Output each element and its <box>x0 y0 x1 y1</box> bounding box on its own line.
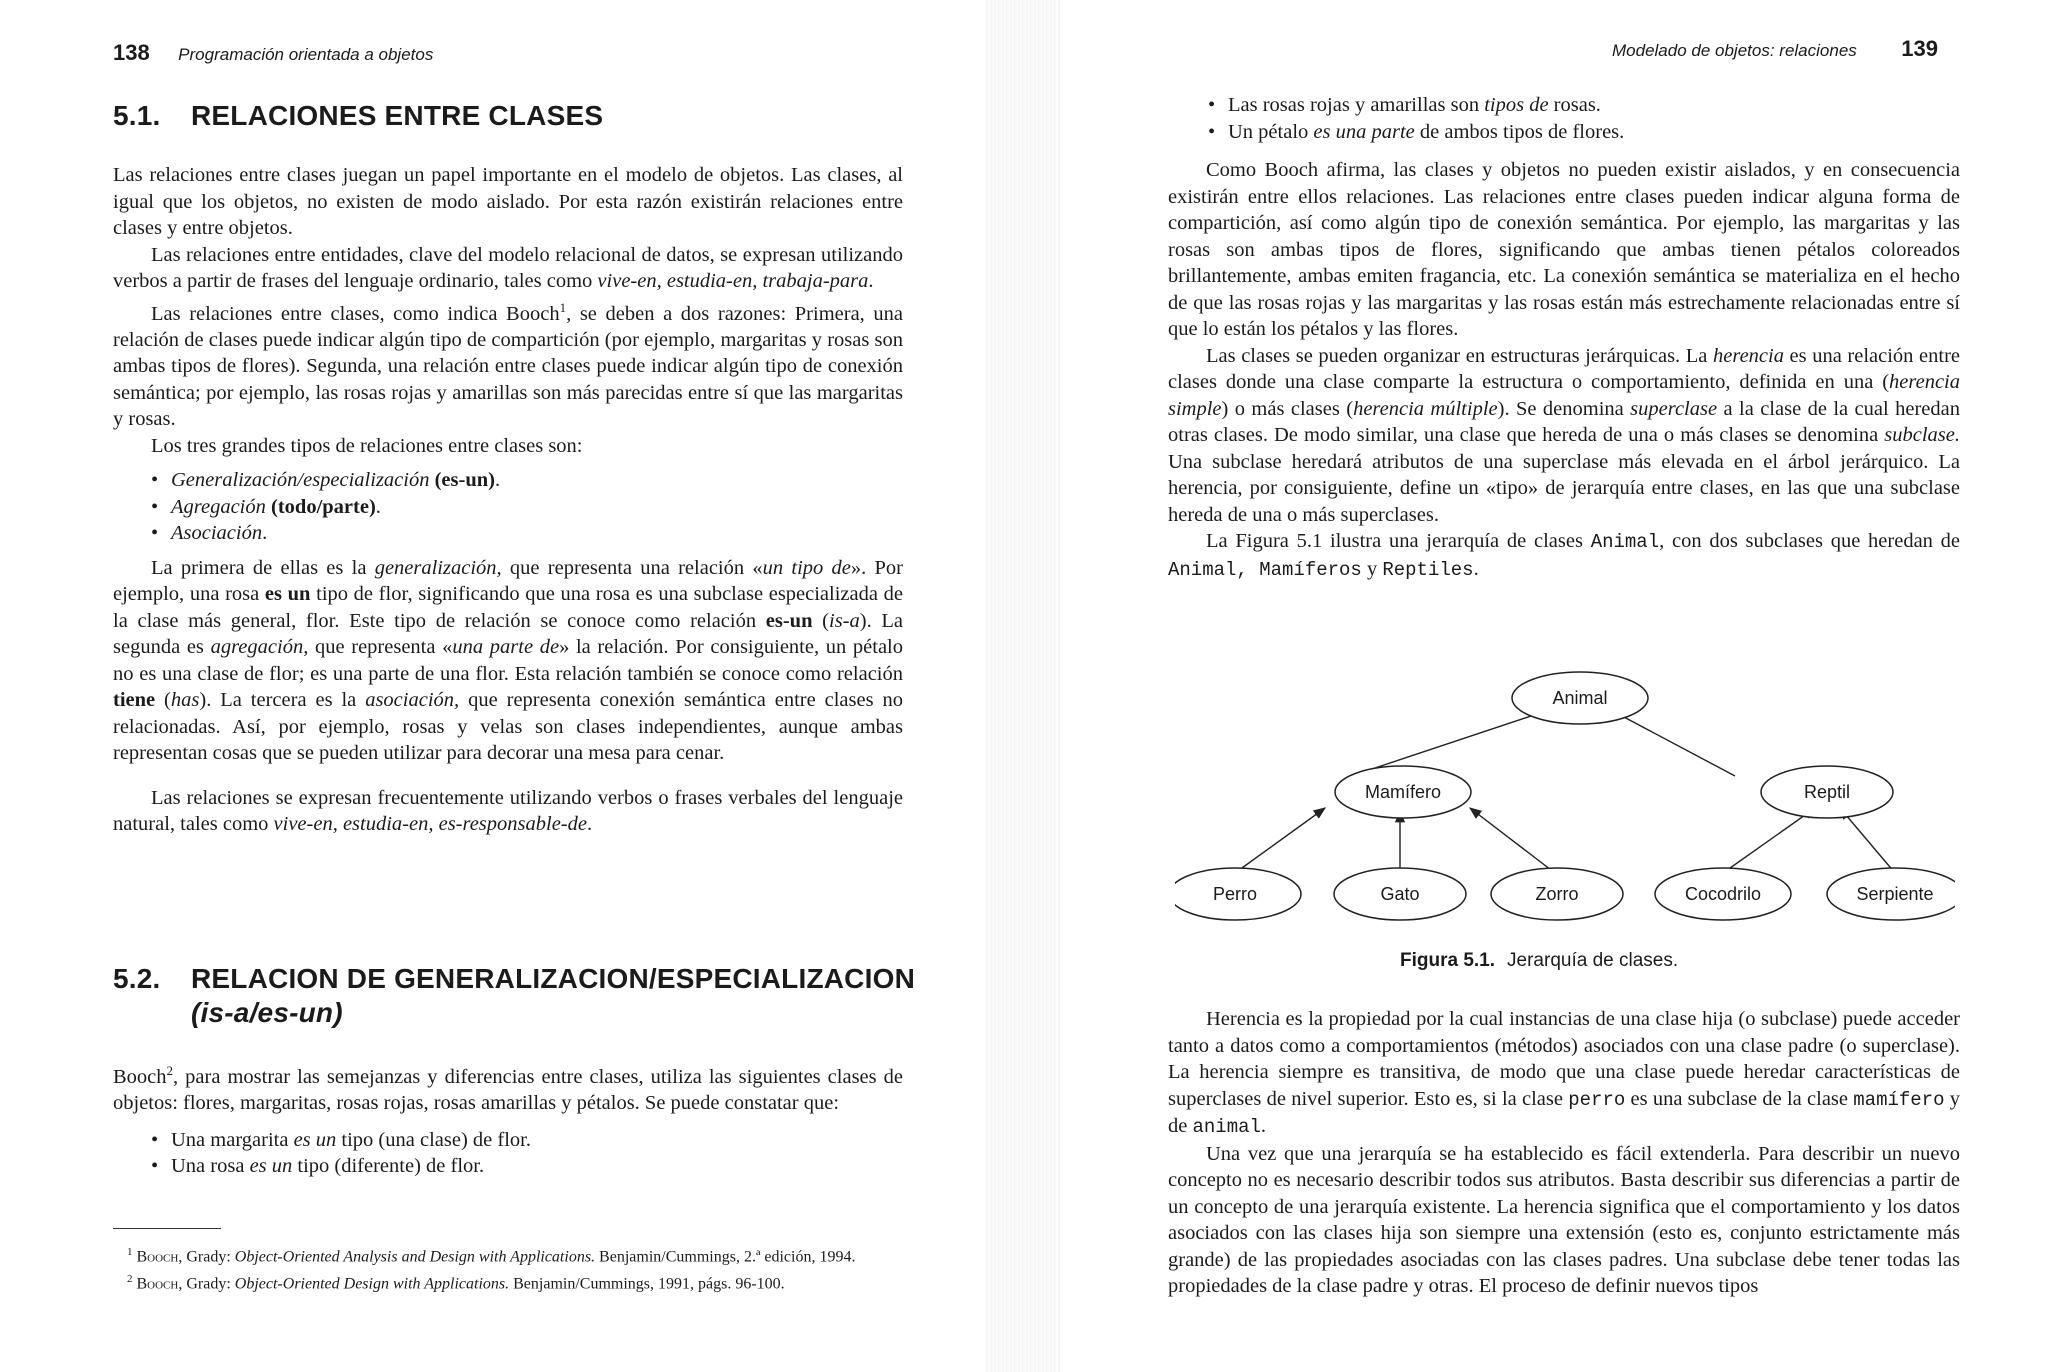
class-hierarchy-diagram <box>1175 668 1955 938</box>
section-title: RELACION DE GENERALIZACION/ESPECIALIZACION <box>191 963 915 994</box>
right-page-body-top <box>1168 92 1960 583</box>
footnote: $^2$ Booch, Grady: Object-Oriented Design with Applications. Benjamin/Cummings, 1991, págs. 96-100. <box>127 1273 785 1293</box>
paragraph: Las relaciones entre clases juegan un papel importante en el modelo de objetos. Las clases, al igual que los objetos, no existen de modo aislado. Por esta razón existirán relaciones entre clases y entre objetos. <box>113 164 903 239</box>
node-label-perro: Perro <box>1212 884 1258 904</box>
node-label-cocodrilo: Cocodrilo <box>1684 884 1762 904</box>
node-label-mamifero: Mamífero <box>1364 782 1442 802</box>
bullet-list <box>1168 92 1960 145</box>
paragraph: Una vez que una jerarquía se ha establecido es fácil extenderla. Para describir un nuevo concepto no es necesario describir todos sus atributos. Basta describir sus diferencias a partir de un concepto de una jerarquía existente. La herencia significa que el comportamiento y los datos asociados con las clases hija son siempre una extensión (esto es, conjunto estrictamente más grande) de las propiedades asociadas con las clases padres. Una subclase debe tener todas las propiedades de la clase padre y otras. El proceso de definir nuevos tipos <box>1168 1142 1960 1297</box>
left-running-title: Programación orientada a objetos <box>178 45 434 64</box>
right-running-title: Modelado de objetos: relaciones <box>1612 41 1857 60</box>
paragraph: La primera de ellas es la generalización, que representa una relación «un tipo de». Por ejemplo, una rosa es un tipo de flor, significando que una rosa es una subclase especializada de la clase más general, flor. Este tipo de relación se conoce como relación es-un (is-a). La segunda es agregación, que representa «una parte de» la relación. Por consiguiente, un pétalo no es una clase de flor; es una parte de una flor. Esta relación también se conoce como relación tiene (has). La tercera es la asociación, que representa conexión semántica entre clases no relacionadas. Así, por ejemplo, rosas y velas son clases independientes, aunque ambas representan cosas que se pueden utilizar para decorar una mesa para cenar. <box>113 556 903 765</box>
left-page <box>0 0 1010 1372</box>
list-item: • Una rosa es un tipo (diferente) de flor. <box>151 1153 903 1180</box>
section-number: 5.2. <box>113 963 161 994</box>
paragraph: Las relaciones entre entidades, clave del modelo relacional de datos, se expresan utilizando verbos a partir de frases del lenguaje ordinario, tales como vive-en, estudia-en, trabaja-para. <box>113 243 903 292</box>
paragraph: La Figura 5.1 ilustra una jerarquía de clases Animal, con dos subclases que heredan de Animal, Mamíferos y Reptiles. <box>1168 530 1961 581</box>
edge-serpiente-reptil <box>1840 808 1895 873</box>
section-5-1-body <box>113 162 903 838</box>
figure-caption-text: Jerarquía de clases. <box>1507 950 1679 971</box>
section-title: RELACIONES ENTRE CLASES <box>191 100 604 131</box>
node-label-gato: Gato <box>1380 884 1420 904</box>
paragraph: Las relaciones se expresan frecuentemente utilizando verbos o frases verbales del lenguaje natural, tales como vive-en, estudia-en, es-responsable-de. <box>113 786 903 836</box>
section-subtitle: (is-a/es-un) <box>191 997 343 1028</box>
list-item: • Agregación (todo/parte). <box>151 494 903 521</box>
edge-perro-mamifero <box>1235 808 1325 873</box>
edge-mamifero-animal <box>1351 708 1555 776</box>
left-running-header <box>113 40 433 66</box>
edge-reptil-animal <box>1607 708 1735 776</box>
section-5-2-heading <box>113 962 915 1030</box>
list-item: • Generalización/especialización (es-un). <box>151 467 903 494</box>
list-item: • Las rosas rojas y amarillas son tipos de rosas. <box>1208 92 1960 119</box>
relation-types-list <box>113 467 903 547</box>
bullet-list <box>113 1127 903 1180</box>
right-running-header <box>1612 36 1938 62</box>
node-label-zorro: Zorro <box>1535 884 1579 904</box>
right-page-number: 139 <box>1901 36 1938 61</box>
footnotes <box>113 1242 903 1297</box>
paragraph: Herencia es la propiedad por la cual instancias de una clase hija (o subclase) puede acceder tanto a datos como a comportamientos (métodos) asociados con una clase padre (o superclase). La herencia siempre es transitiva, de modo que una clase puede heredar características de superclases de nivel superior. Esto es, si la clase perro es una subclase de la clase mamífero y de animal. <box>1168 1008 1960 1138</box>
paragraph: Como Booch afirma, las clases y objetos no pueden existir aislados, y en consecuencia existirán entre ellos relaciones. Las relaciones entre clases pueden indicar alguna forma de compartición, así como algún tipo de conexión semántica. Por ejemplo, las margaritas y las rosas son ambas tipos de flores, significando que ambas tienen pétalos coloreados brillantemente, ambas emiten fragancia, etc. La conexión semántica se materializa en el hecho de que las rosas rojas y las margaritas y las rosas están más estrechamente relacionadas entre sí que lo están los pétalos y las flores. <box>1168 159 1960 340</box>
paragraph: Booch$^2$, para mostrar las semejanzas y diferencias entre clases, utiliza las siguientes clases de objetos: flores, margaritas, rosas rojas, rosas amarillas y pétalos. Se puede constatar que: <box>113 1063 903 1115</box>
list-item: • Una margarita es un tipo (una clase) de flor. <box>151 1127 903 1154</box>
figure-caption <box>1400 950 1678 972</box>
edge-zorro-mamifero <box>1470 808 1555 873</box>
list-item: • Asociación. <box>151 520 903 547</box>
paragraph: Las clases se pueden organizar en estructuras jerárquicas. La herencia es una relación entre clases donde una clase comparte la estructura o comportamiento, definida en una (herencia simple) o más clases (herencia múltiple). Se denomina superclase a la clase de la cual heredan otras clases. De modo similar, una clase que hereda de una o más clases se denomina subclase. Una subclase heredará atributos de una superclase más elevada en el árbol jerárquico. La herencia, por consiguiente, define un «tipo» de jerarquía entre clases, en las que una subclase hereda de una o más superclases. <box>1168 344 1960 526</box>
paragraph: Las relaciones entre clases, como indica Booch$^1$, se deben a dos razones: Primera, una relación de clases puede indicar algún tipo de compartición (por ejemplo, margaritas y rosas son ambas tipos de flores). Segunda, una relación entre clases puede indicar algún tipo de conexión semántica; por ejemplo, las rosas rojas y amarillas son más parecidas entre sí que las margaritas y rosas. <box>113 299 904 431</box>
node-label-serpiente: Serpiente <box>1856 884 1934 904</box>
edge-cocodrilo-reptil <box>1723 808 1815 873</box>
section-number: 5.1. <box>113 100 161 131</box>
footnote-rule <box>113 1228 221 1229</box>
section-5-1-heading <box>113 100 603 132</box>
node-label-reptil: Reptil <box>1803 782 1851 802</box>
section-5-2-body <box>113 1058 903 1182</box>
footnote: $^1$ Booch, Grady: Object-Oriented Analysis and Design with Applications. Benjamin/Cummings, 2.ª edición, 1994. <box>127 1246 856 1266</box>
paragraph: Los tres grandes tipos de relaciones entre clases son: <box>151 434 583 457</box>
left-page-number: 138 <box>113 40 150 65</box>
right-page-body-bottom <box>1168 1006 1960 1300</box>
node-label-animal: Animal <box>1552 688 1608 708</box>
figure-caption-label: Figura 5.1. <box>1400 950 1496 971</box>
list-item: • Un pétalo es una parte de ambos tipos de flores. <box>1208 119 1960 146</box>
